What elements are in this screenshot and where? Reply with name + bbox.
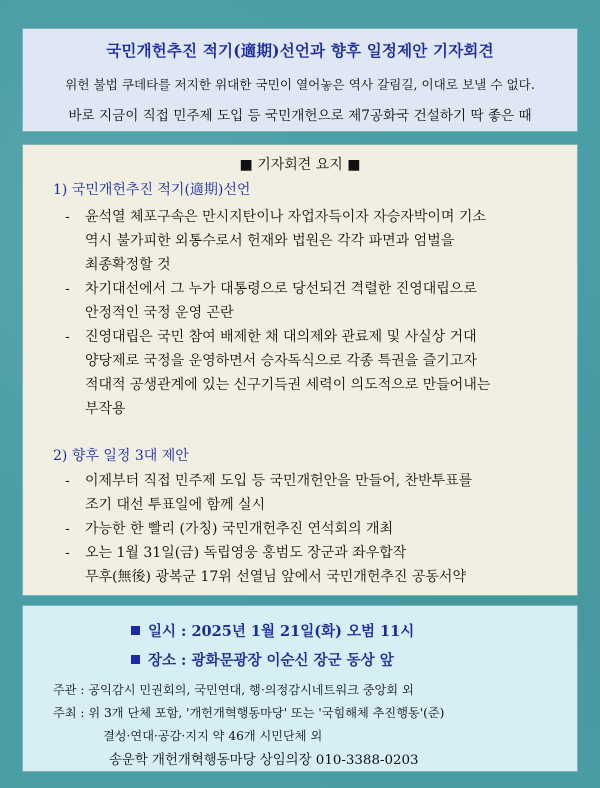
item-line: 안정적인 국정 운영 곤란 (85, 305, 234, 321)
item-line: 양당제로 국정을 운영하면서 승자독식으로 각종 특권을 즐기고자 (85, 353, 477, 369)
event-date-text: 일시 : 2025년 1월 21일(화) 오범 11시 (148, 623, 415, 640)
list-item: - 오는 1월 31일(금) 독립영웅 홍범도 장군과 좌우합작 무후(無後) 광복군 17위 선열님 앞에서 국민개헌추진 공동서약 (65, 541, 575, 589)
list-item: - 윤석열 체포구속은 만시지탄이나 자업자득이자 자승자박이며 기소 역시 불가피한 외통수로서 헌재와 법원은 각각 파면과 엄벌을 최종확정할 것 (65, 205, 575, 277)
item-line: 무후(無後) 광복군 17위 선열님 앞에서 국민개헌추진 공동서약 (85, 569, 466, 585)
section-2-title: 2) 향후 일정 3대 제안 (53, 448, 189, 464)
summary-box (22, 144, 578, 596)
square-bullet-icon (131, 655, 140, 664)
contact-line: 송운학 개헌개혁행동마당 상임의장 010-3388-0203 (109, 753, 419, 768)
host-line-2: 결성·연대·공감·지지 약 46개 시민단체 외 (103, 729, 323, 743)
event-place (131, 649, 394, 670)
subtitle-2: 바로 지금이 직접 민주제 도입 등 국민개헌으로 제7공화국 건설하기 딱 좋은 때 (68, 108, 532, 124)
list-item: - 이제부터 직접 민주제 도입 등 국민개헌안을 만들어, 찬반투표를 조기 대선 투표일에 함께 실시 (65, 469, 575, 517)
item-line: 이제부터 직접 민주제 도입 등 국민개헌안을 만들어, 찬반투표를 (85, 473, 473, 489)
item-line: 적대적 공생관계에 있는 신구기득권 세력이 의도적으로 만들어내는 (85, 377, 491, 393)
square-bullet-icon (131, 626, 140, 635)
host-line-1: 주최 : 위 3개 단체 포함, '개헌개혁행동마당' 또는 '국힘해체 추진행동'(준) (53, 706, 445, 720)
item-line: 최종확정할 것 (85, 257, 171, 273)
summary-title: ■ 기자회견 요지 ■ (239, 157, 361, 173)
info-box (22, 605, 578, 772)
item-line: 가능한 한 빨리 (가칭) 국민개헌추진 연석회의 개최 (85, 521, 394, 537)
list-item: - 진영대립은 국민 참여 배제한 채 대의제와 관료제 및 사실상 거대 양당제로 국정을 운영하면서 승자독식으로 각종 특권을 즐기고자 적대적 공생관계에 있는 신구기득권 세력이 의도적으로 만들어내는 부작용 (65, 325, 575, 421)
list-item: - 차기대선에서 그 누가 대통령으로 당선되건 격렬한 진영대립으로 안정적인 국정 운영 곤란 (65, 277, 575, 325)
item-line: 조기 대선 투표일에 함께 실시 (85, 497, 266, 513)
section-1-title: 1) 국민개헌추진 적기(適期)선언 (53, 182, 251, 198)
item-line: 역시 불가피한 외통수로서 헌재와 법원은 각각 파면과 엄벌을 (85, 233, 455, 249)
subtitle-1: 위헌 불법 쿠데타를 저지한 위대한 국민이 열어놓은 역사 갈림길, 이대로 보낼 수 없다. (65, 77, 535, 92)
item-line: 진영대립은 국민 참여 배제한 채 대의제와 관료제 및 사실상 거대 (85, 329, 477, 345)
list-item: - 가능한 한 빨리 (가칭) 국민개헌추진 연석회의 개최 (65, 517, 575, 541)
event-place-text: 장소 : 광화문광장 이순신 장군 동상 앞 (148, 652, 394, 669)
page-title: 국민개헌추진 적기(適期)선언과 향후 일정제안 기자회견 (106, 41, 494, 60)
item-line: 오는 1월 31일(금) 독립영웅 홍범도 장군과 좌우합작 (85, 545, 407, 561)
item-line: 부작용 (85, 401, 126, 417)
item-line: 차기대선에서 그 누가 대통령으로 당선되건 격렬한 진영대립으로 (85, 281, 477, 297)
organizer-line: 주관 : 공익감시 민권회의, 국민연대, 행·의정감시네트워크 중앙회 외 (53, 683, 414, 697)
item-line: 윤석열 체포구속은 만시지탄이나 자업자득이자 자승자박이며 기소 (85, 209, 486, 225)
event-date (131, 620, 414, 641)
header-box (22, 28, 578, 132)
